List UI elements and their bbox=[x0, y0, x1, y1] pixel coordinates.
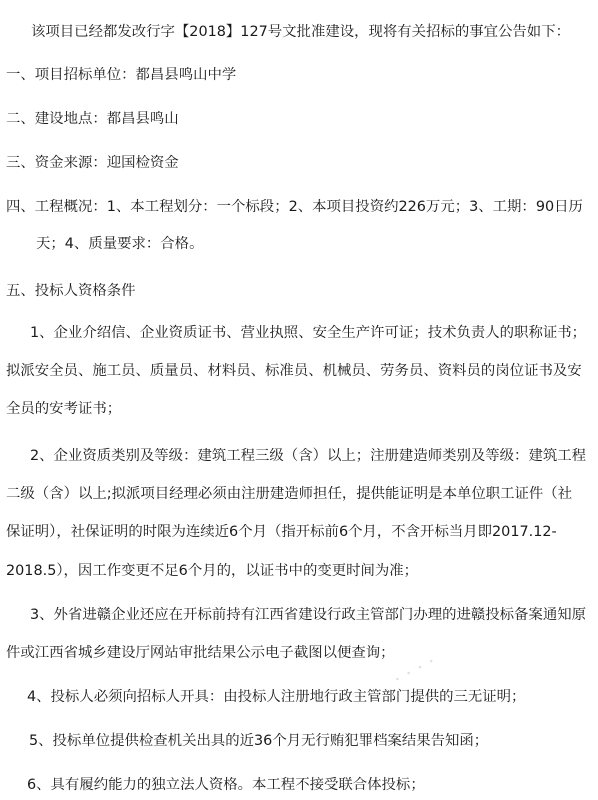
item-2-line-3: 保证明），社保证明的时限为连续近6个月（指开标前6个月，不含开标当月即2017.12- bbox=[6, 524, 557, 540]
section-2-location: 二、建设地点：都昌县鸣山 bbox=[6, 111, 179, 127]
item-3-line-2: 件或江西省城乡建设厅网站审批结果公示电子截图以便查询； bbox=[6, 645, 395, 661]
item-2-line-4: 2018.5），因工作变更不足6个月的，以证书中的变更时间为准； bbox=[6, 563, 419, 579]
section-3-funding: 三、资金来源：迎国检资金 bbox=[6, 155, 179, 171]
item-5-line-1: 5、投标单位提供检查机关出具的近36个月无行贿犯罪档案结果告知函； bbox=[29, 733, 489, 749]
item-1-line-1: 1、企业介绍信、企业资质证书、营业执照、安全生产许可证；技术负责人的职称证书； bbox=[30, 325, 587, 341]
section-5-title: 五、投标人资格条件 bbox=[6, 283, 136, 299]
item-2-line-2: 二级（含）以上;拟派项目经理必须由注册建造师担任，提供能证明是本单位职工证件（社 bbox=[6, 486, 573, 502]
item-2-line-1: 2、企业资质类别及等级：建筑工程三级（含）以上；注册建造师类别及等级：建筑工程 bbox=[30, 448, 587, 464]
section-4-overview-line-1: 四、工程概况：1、本工程划分：一个标段；2、本项目投资约226万元；3、工期：90日历 bbox=[6, 199, 583, 215]
item-6-line-1: 6、具有履约能力的独立法人资格。本工程不接受联合体投标； bbox=[27, 777, 425, 793]
item-1-line-2: 拟派安全员、施工员、质量员、材料员、标准员、机械员、劳务员、资料员的岗位证书及安 bbox=[6, 363, 582, 379]
section-1-bidding-unit: 一、项目招标单位：都昌县鸣山中学 bbox=[6, 67, 237, 83]
section-4-overview-line-2: 天；4、质量要求：合格。 bbox=[36, 236, 204, 252]
item-3-line-1: 3、外省进赣企业还应在开标前持有江西省建设行政主管部门办理的进赣投标备案通知原 bbox=[30, 607, 587, 623]
intro-paragraph: 该项目已经都发改行字【2018】127号文批准建设，现将有关招标的事宜公告如下： bbox=[31, 24, 570, 40]
item-1-line-3: 全员的安考证书； bbox=[6, 401, 122, 417]
item-4-line-1: 4、投标人必须向招标人开具：由投标人注册地行政主管部门提供的三无证明； bbox=[27, 689, 526, 705]
faint-watermark: · · · · bbox=[388, 648, 440, 692]
